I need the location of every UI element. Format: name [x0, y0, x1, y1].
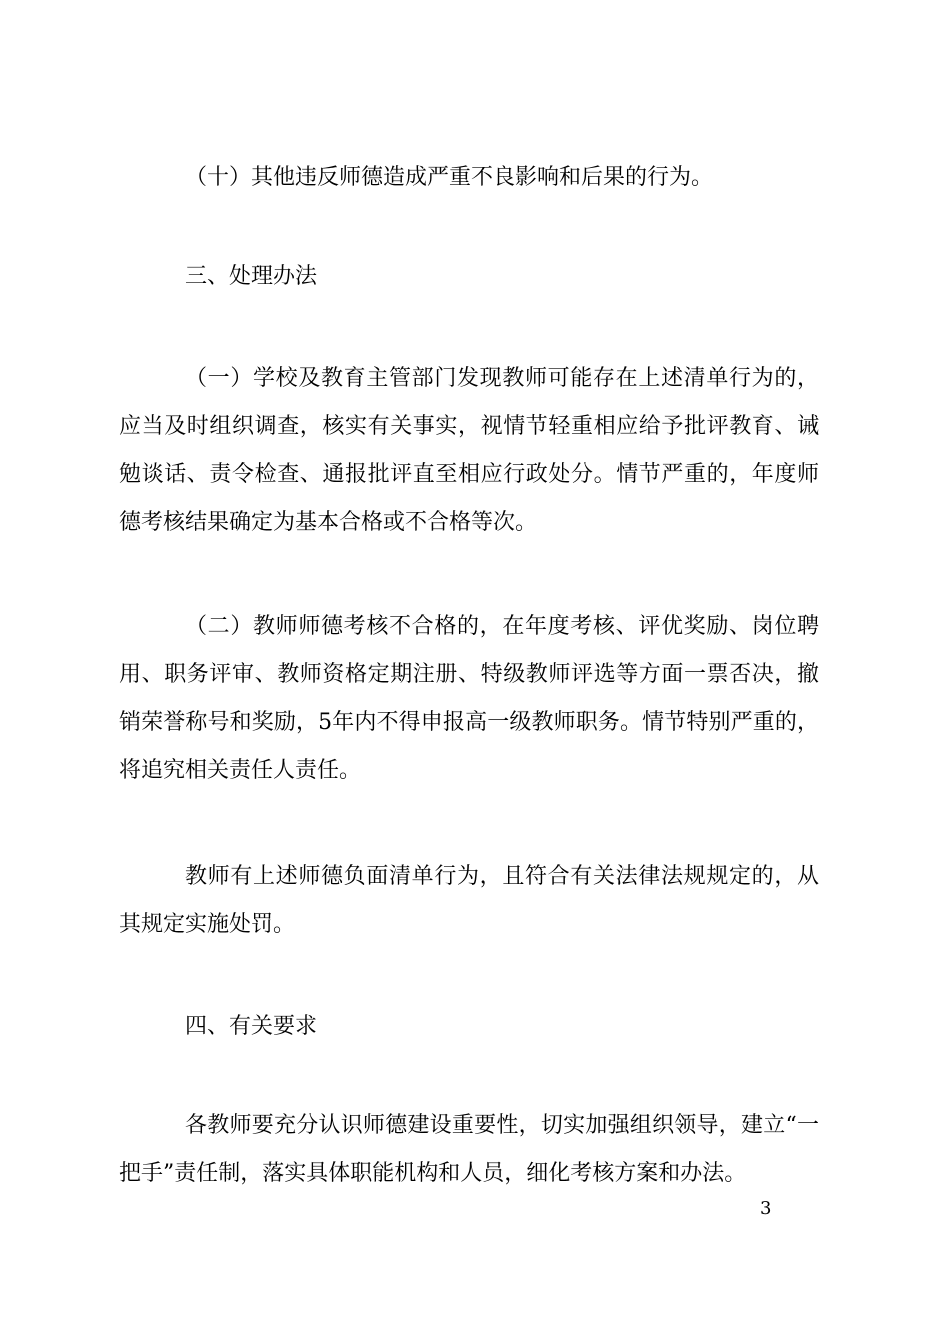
paragraph-item-ten: （十）其他违反师德造成严重不良影响和后果的行为。 — [185, 165, 714, 190]
paragraph-handling-one: （一）学校及教育主管部门发现教师可能存在上述清单行为的，应当及时组织调查，核实有关事实，视情节轻重相应给予批评教育、诫勉谈话、责令检查、通报批评直至相应行政处分。情节严重的，年度师德考核结果确定为基本合格或不合格等次。 — [119, 366, 819, 535]
paragraph-requirements: 各教师要充分认识师德建设重要性，切实加强组织领导，建立“一把手”责任制，落实具体职能机构和人员，细化考核方案和办法。 — [119, 1113, 819, 1186]
section-heading-requirements: 四、有关要求 — [185, 1014, 318, 1039]
paragraph-handling-note: 教师有上述师德负面清单行为，且符合有关法律法规规定的，从其规定实施处罚。 — [119, 864, 819, 937]
paragraph-handling-two: （二）教师师德考核不合格的，在年度考核、评优奖励、岗位聘用、职务评审、教师资格定期注册、特级教师评选等方面一票否决，撤销荣誉称号和奖励，5年内不得申报高一级教师职务。情节特别严重的，将追究相关责任人责任。 — [119, 614, 819, 783]
section-heading-handling-methods: 三、处理办法 — [185, 264, 318, 289]
page-number: 3 — [760, 1198, 772, 1219]
